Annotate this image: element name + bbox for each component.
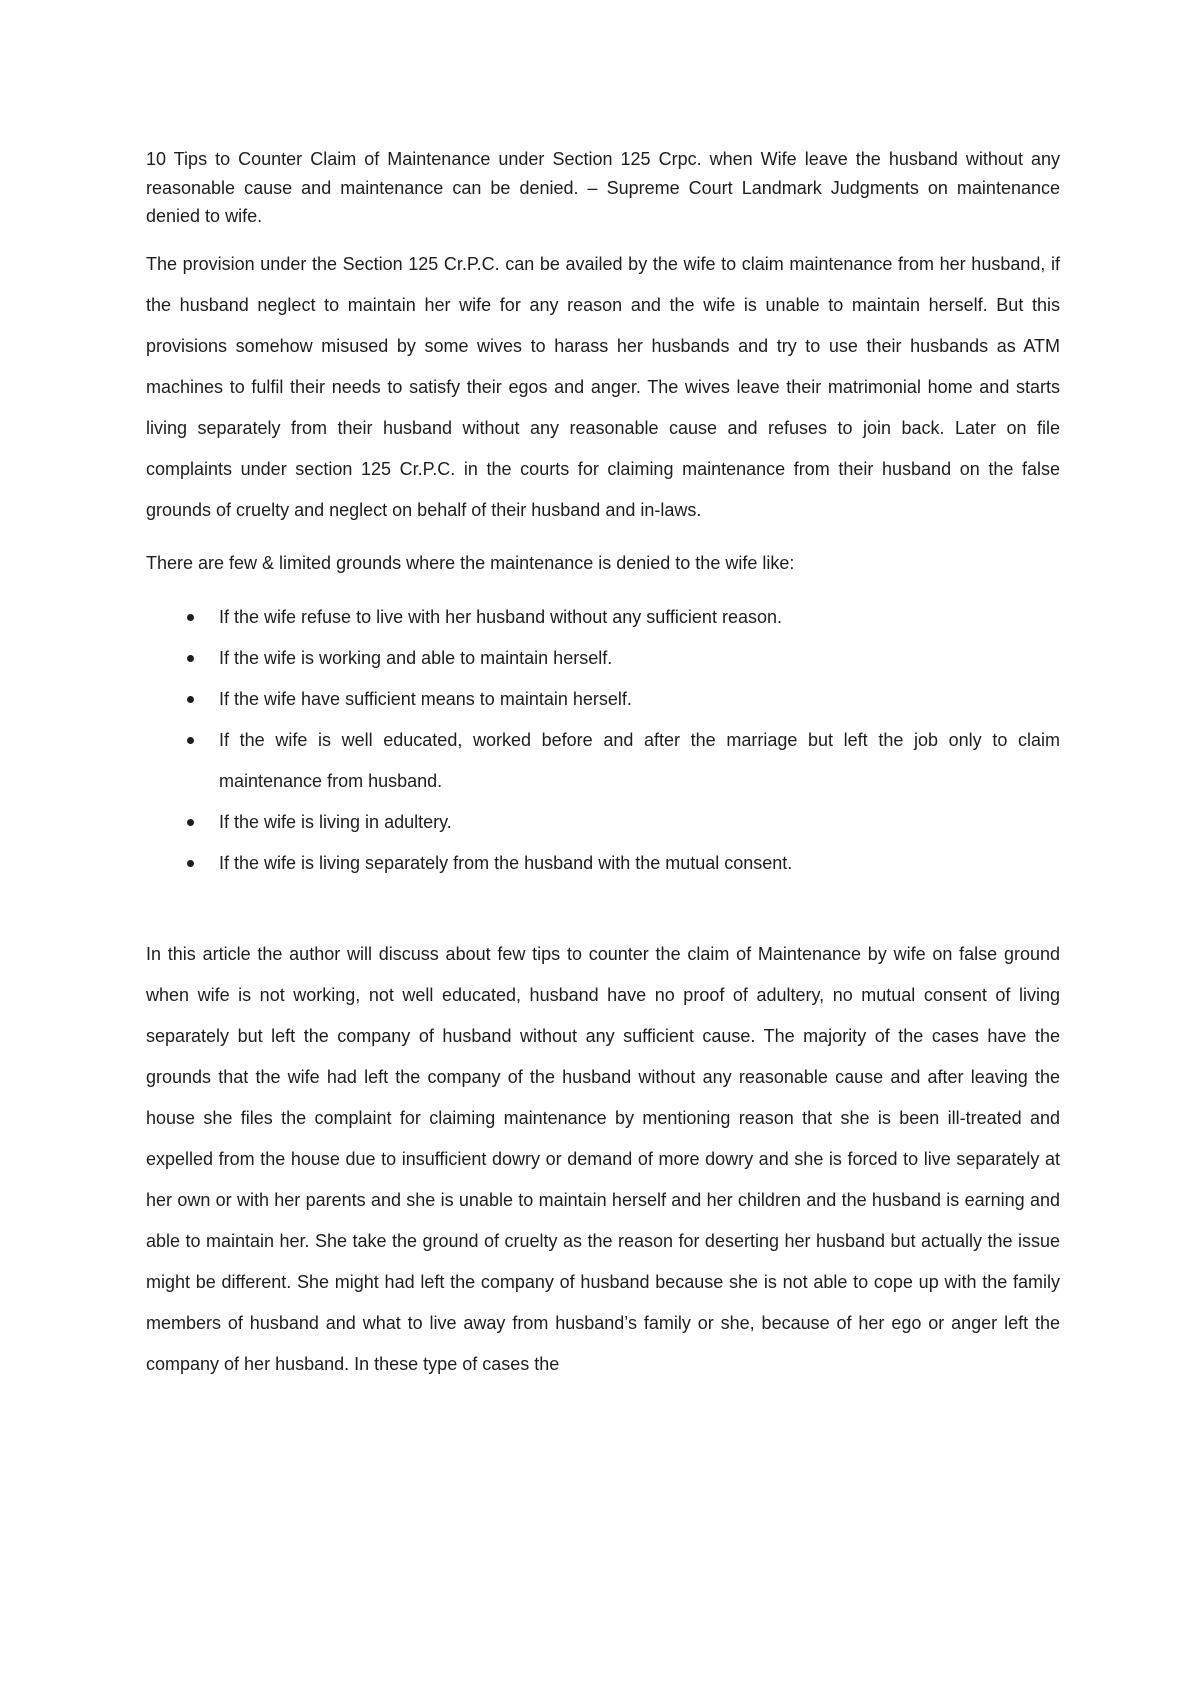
list-item [146, 720, 1060, 802]
list-item [146, 843, 1060, 884]
list-item-text: If the wife is well educated, worked before and after the marriage but left the job only to claim maintenance from husband. [219, 729, 1060, 791]
list-item-text: If the wife refuse to live with her husband without any sufficient reason. [219, 606, 782, 627]
bullet-icon [187, 655, 194, 662]
bullet-icon [187, 737, 194, 744]
article-paragraph: In this article the author will discuss about few tips to counter the claim of Maintenance by wife on false ground when wife is not working, not well educated, husband have no proof of adultery, no mutual consent of living separately but left the company of husband without any sufficient cause. The majority of the cases have the grounds that the wife had left the company of the husband without any reasonable cause and after leaving the house she files the complaint for claiming maintenance by mentioning reason that she is been ill-treated and expelled from the house due to insufficient dowry or demand of more dowry and she is forced to live separately at her own or with her parents and she is unable to maintain herself and her children and the husband is earning and able to maintain her. She take the ground of cruelty as the reason for deserting her husband but actually the issue might be different. She might had left the company of husband because she is not able to cope up with the family members of husband and what to live away from husband’s family or she, because of her ego or anger left the company of her husband. In these type of cases the [146, 943, 1060, 1374]
list-item-text: If the wife is living in adultery. [219, 811, 452, 832]
grounds-list [146, 597, 1060, 884]
grounds-lead: There are few & limited grounds where the maintenance is denied to the wife like: [146, 552, 795, 573]
list-item-text: If the wife is living separately from the husband with the mutual consent. [219, 852, 793, 873]
list-item [146, 638, 1060, 679]
list-item [146, 802, 1060, 843]
intro-paragraph: The provision under the Section 125 Cr.P.C. can be availed by the wife to claim maintenance from her husband, if the husband neglect to maintain her wife for any reason and the wife is unable to maintain herself. But this provisions somehow misused by some wives to harass her husbands and try to use their husbands as ATM machines to fulfil their needs to satisfy their egos and anger. The wives leave their matrimonial home and starts living separately from their husband without any reasonable cause and refuses to join back. Later on file complaints under section 125 Cr.P.C. in the courts for claiming maintenance from their husband on the false grounds of cruelty and neglect on behalf of their husband and in-laws. [146, 253, 1060, 520]
section-spacer [146, 884, 1060, 934]
document-page [146, 145, 1060, 1385]
bullet-icon [187, 614, 194, 621]
bullet-icon [187, 819, 194, 826]
bullet-icon [187, 696, 194, 703]
document-title: 10 Tips to Counter Claim of Maintenance under Section 125 Crpc. when Wife leave the husband without any reasonable cause and maintenance can be denied. – Supreme Court Landmark Judgments on maintenance denied to wife. [146, 149, 1060, 226]
list-item-text: If the wife have sufficient means to maintain herself. [219, 688, 632, 709]
list-item [146, 679, 1060, 720]
bullet-icon [187, 860, 194, 867]
list-item-text: If the wife is working and able to maintain herself. [219, 647, 613, 668]
list-item [146, 597, 1060, 638]
